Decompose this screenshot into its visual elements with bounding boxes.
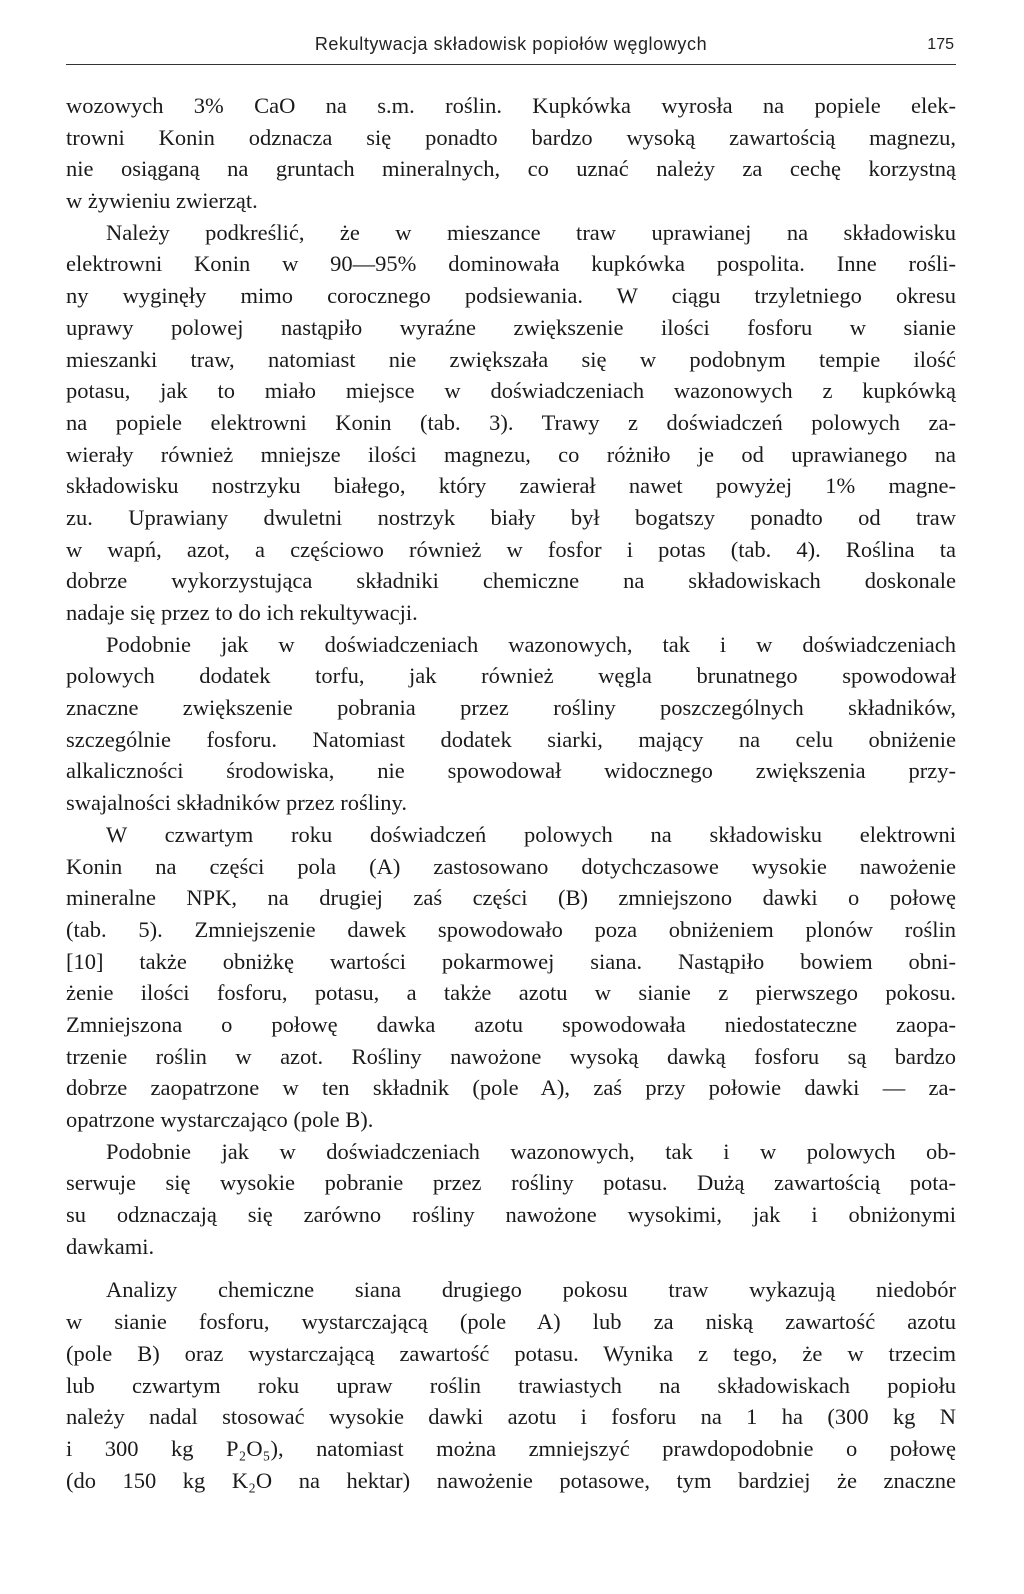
running-title: Rekultywacja składowisk popiołów węglowych: [314, 34, 708, 54]
text-line: wozowych 3% CaO na s.m. roślin. Kupkówka wyrosła na popiele elek-: [66, 93, 956, 118]
text-line: na popiele elektrowni Konin (tab. 3). Trawy z doświadczeń polowych za-: [66, 409, 956, 435]
paragraph: [66, 629, 956, 819]
text-line: należy nadal stosować wysokie dawki azotu i fosforu na 1 ha (300 kg N: [66, 1404, 956, 1430]
text-line: szczególnie fosforu. Natomiast dodatek siarki, mający na celu obniżenie: [66, 726, 956, 752]
text-line: potasu, jak to miało miejsce w doświadczeniach wazonowych z kupkówką: [66, 378, 956, 404]
text-line: Podobnie jak w doświadczeniach wazonowych, tak i w doświadczeniach: [106, 631, 956, 657]
text-line: Konin na części pola (A) zastosowano dotychczasowe wysokie nawożenie: [66, 853, 956, 879]
text-line: uprawy polowej nastąpiło wyraźne zwiększenie ilości fosforu w sianie: [66, 314, 956, 340]
text-line: alkaliczności środowiska, nie spowodował widocznego zwiększenia przy-: [66, 758, 956, 784]
text-line: w żywieniu zwierząt.: [66, 188, 258, 214]
text-line: (tab. 5). Zmniejszenie dawek spowodowało poza obniżeniem plonów roślin: [66, 916, 956, 942]
text-line: Podobnie jak w doświadczeniach wazonowych, tak i w polowych ob-: [106, 1138, 956, 1164]
text-line: [10] także obniżkę wartości pokarmowej siana. Nastąpiło bowiem obni-: [66, 948, 956, 974]
text-line: polowych dodatek torfu, jak również węgla brunatnego spowodował: [66, 663, 956, 689]
text-line: W czwartym roku doświadczeń polowych na składowisku elektrowni: [106, 821, 956, 847]
text-line: trowni Konin odznacza się ponadto bardzo wysoką zawartością magnezu,: [66, 124, 956, 150]
text-line: dobrze wykorzystująca składniki chemiczne na składowiskach doskonale: [66, 568, 956, 594]
text-line: dawkami.: [66, 1233, 155, 1259]
text-line: swajalności składników przez rośliny.: [66, 790, 407, 816]
text-line: Zmniejszona o połowę dawka azotu spowodowała niedostateczne zaopa-: [66, 1011, 956, 1037]
text-line: składowisku nostrzyku białego, który zawierał nawet powyżej 1% magne-: [66, 473, 956, 499]
text-line: mieszanki traw, natomiast nie zwiększała się w podobnym tempie ilość: [66, 346, 956, 372]
text-line: w wapń, azot, a częściowo również w fosfor i potas (tab. 4). Roślina ta: [66, 536, 956, 562]
text-line: Należy podkreślić, że w mieszance traw uprawianej na składowisku: [106, 219, 956, 245]
paragraph: [66, 217, 956, 629]
text-line: wierały również mniejsze ilości magnezu, co różniło je od uprawianego na: [66, 441, 956, 467]
text-line: w sianie fosforu, wystarczającą (pole A) lub za niską zawartość azotu: [66, 1309, 956, 1335]
paragraph: [66, 90, 956, 217]
page-header: [66, 34, 956, 64]
text-line: lub czwartym roku upraw roślin trawiastych na składowiskach popiołu: [66, 1372, 956, 1398]
page-number: 175: [927, 36, 954, 53]
text-line: żenie ilości fosforu, potasu, a także azotu w sianie z pierwszego pokosu.: [66, 980, 956, 1006]
paragraph-gap: [66, 1262, 956, 1274]
text-line: zu. Uprawiany dwuletni nostrzyk biały był bogatszy ponadto od traw: [66, 504, 956, 530]
text-line: opatrzone wystarczająco (pole B).: [66, 1107, 374, 1132]
text-line: serwuje się wysokie pobranie przez rośliny potasu. Dużą zawartością pota-: [66, 1170, 956, 1196]
text-line: mineralne NPK, na drugiej zaś części (B) zmniejszono dawki o połowę: [66, 885, 956, 911]
text-line: (pole B) oraz wystarczającą zawartość potasu. Wynika z tego, że w trzecim: [66, 1340, 956, 1366]
text-line: nie osiąganą na gruntach mineralnych, co uznać należy za cechę korzystną: [66, 156, 956, 182]
text-line: znaczne zwiększenie pobrania przez rośliny poszczególnych składników,: [66, 695, 956, 721]
header-rule: [66, 64, 956, 65]
text-line: trzenie roślin w azot. Rośliny nawożone wysoką dawką fosforu są bardzo: [66, 1043, 956, 1069]
body-text: [66, 90, 956, 1496]
paragraph: [66, 1136, 956, 1263]
text-line: nadaje się przez to do ich rekultywacji.: [66, 600, 418, 625]
text-line: i 300 kg P₂O₅), natomiast można zmniejszyć prawdopodobnie o połowę: [66, 1435, 956, 1461]
text-line: elektrowni Konin w 90—95% dominowała kupkówka pospolita. Inne rośli-: [66, 251, 956, 277]
text-line: Analizy chemiczne siana drugiego pokosu traw wykazują niedobór: [106, 1277, 956, 1303]
text-line: ny wyginęły mimo corocznego podsiewania. W ciągu trzyletniego okresu: [66, 283, 956, 309]
paragraph: [66, 819, 956, 1136]
paragraph: [66, 1274, 956, 1496]
text-line: dobrze zaopatrzone w ten składnik (pole A), zaś przy połowie dawki — za-: [66, 1075, 956, 1101]
text-line: (do 150 kg K₂O na hektar) nawożenie potasowe, tym bardziej że znaczne: [66, 1467, 956, 1493]
text-line: su odznaczają się zarówno rośliny nawożone wysokimi, jak i obniżonymi: [66, 1202, 956, 1228]
